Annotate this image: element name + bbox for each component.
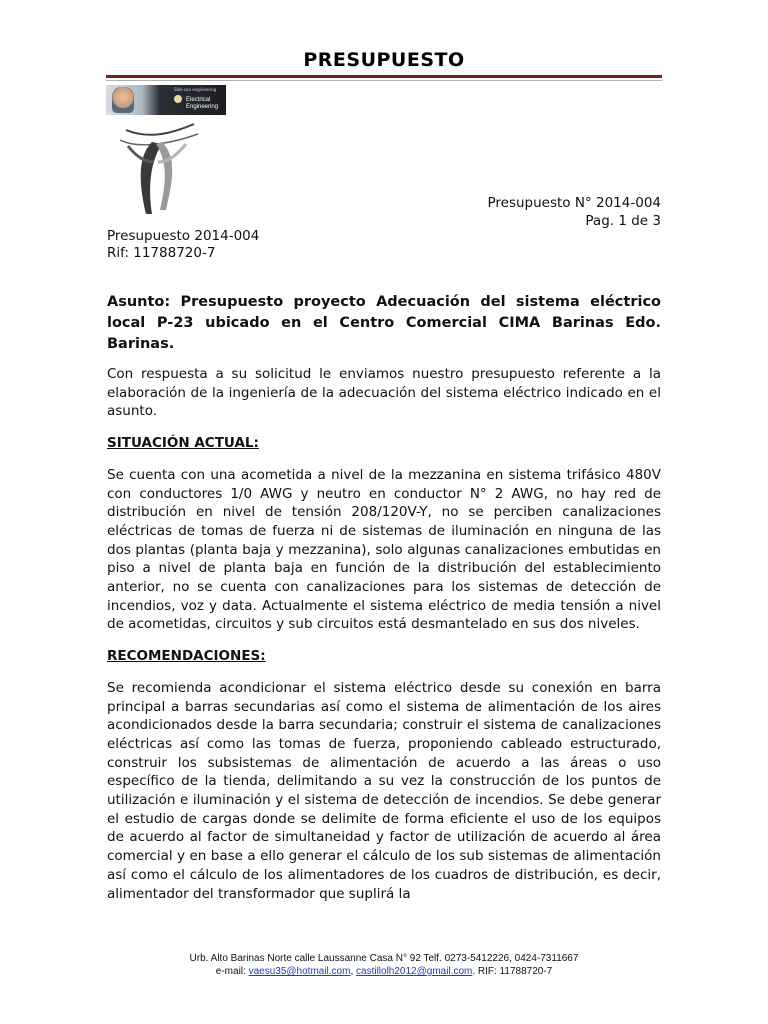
- footer-address: Urb. Alto Barinas Norte calle Laussanne Casa N° 92 Telf. 0273-5412226, 0424-7311667: [189, 953, 579, 964]
- tower-logo: [106, 118, 206, 218]
- lightbulb-icon: [174, 95, 182, 103]
- document-body: [107, 292, 661, 916]
- logo-body: [141, 142, 162, 214]
- logo-body: [156, 142, 172, 210]
- banner-line-2: Engineering: [186, 104, 219, 110]
- document-title: PRESUPUESTO: [303, 49, 465, 71]
- budget-number: Presupuesto N° 2014-004: [487, 195, 661, 211]
- rif-number: Rif: 11788720-7: [107, 245, 216, 261]
- footer-rif: . RIF: 11788720-7: [472, 966, 553, 977]
- electrical-engineering-banner: [106, 85, 226, 115]
- email-label: e-mail:: [215, 966, 246, 977]
- subject-line: Asunto: Presupuesto proyecto Adecuación del sistema eléctrico local P-23 ubicado en el Centro Comercial CIMA Barinas Edo. Barinas.: [107, 294, 661, 352]
- banner-text: [186, 97, 218, 111]
- email-separator: ,: [350, 966, 354, 977]
- logo-arm: [126, 124, 194, 135]
- engineer-photo: [112, 87, 134, 113]
- email-link-gmail[interactable]: castillolh2012@gmail.com: [356, 966, 473, 977]
- current-situation-paragraph: Se cuenta con una acometida a nivel de la mezzanina en sistema trifásico 480V con conductores 1/0 AWG y neutro en conductor N° 2 AWG, no hay red de distribución en nivel de tensión 208/120V-Y, no se perciben canalizaciones eléctricas de tomas de fuerza ni de sistemas de iluminación en ninguna de las dos plantas (planta baja y mezzanina), solo algunas canalizaciones embutidas en piso a nivel de planta baja en función de la distribución del establecimiento anterior, no se cuenta con canalizaciones para los sistemas de detección de incendios, voz y data. Actualmente el sistema eléctrico de media tensión a nivel de acometidas, circuitos y sub circuitos está desmantelado en sus dos niveles.: [107, 466, 661, 633]
- footer-contact: [0, 965, 768, 978]
- recommendations-heading: RECOMENDACIONES:: [107, 648, 266, 665]
- header-rule-thin: [106, 80, 662, 81]
- email-link-hotmail[interactable]: vaesu35@hotmail.com: [248, 966, 351, 977]
- intro-paragraph: Con respuesta a su solicitud le enviamos nuestro presupuesto referente a la elaboración de la ingeniería de la adecuación del sistema eléctrico indicado en el asunto.: [107, 366, 661, 420]
- header-rule-thick: [106, 75, 662, 78]
- page-footer: [0, 952, 768, 978]
- page-number: Pag. 1 de 3: [585, 213, 661, 229]
- banner-tagline: Sólo con engineering: [174, 87, 217, 92]
- reference-block-right: [488, 194, 662, 230]
- reference-block-left: [107, 228, 259, 262]
- current-situation-heading: SITUACIÓN ACTUAL:: [107, 435, 259, 452]
- budget-code: Presupuesto 2014-004: [107, 228, 260, 244]
- banner-line-1: Electrical: [186, 97, 211, 103]
- recommendations-paragraph: Se recomienda acondicionar el sistema eléctrico desde su conexión en barra principal a barras secundarias así como el sistema de alimentación de los aires acondicionados desde la barra secundaria; construir el sistema de canalizaciones eléctricas así como las tomas de fuerza, proponiendo cableado estructurado, construir los subsistemas de alimentación de acuerdo a las áreas o uso específico de la tienda, delimitando a su vez la construcción de los puntos de utilización e iluminación y el sistema de detección de incendios. Se debe generar el estudio de cargas donde se delimite de forma eficiente el uso de los equipos de acuerdo al factor de simultaneidad y factor de utilización de acuerdo al área comercial y en base a ello generar el cálculo de los sub sistemas de alimentación así como el cálculo de los alimentadores de los cuadros de distribución, es decir, alimentador del transformador que suplirá la: [107, 679, 661, 902]
